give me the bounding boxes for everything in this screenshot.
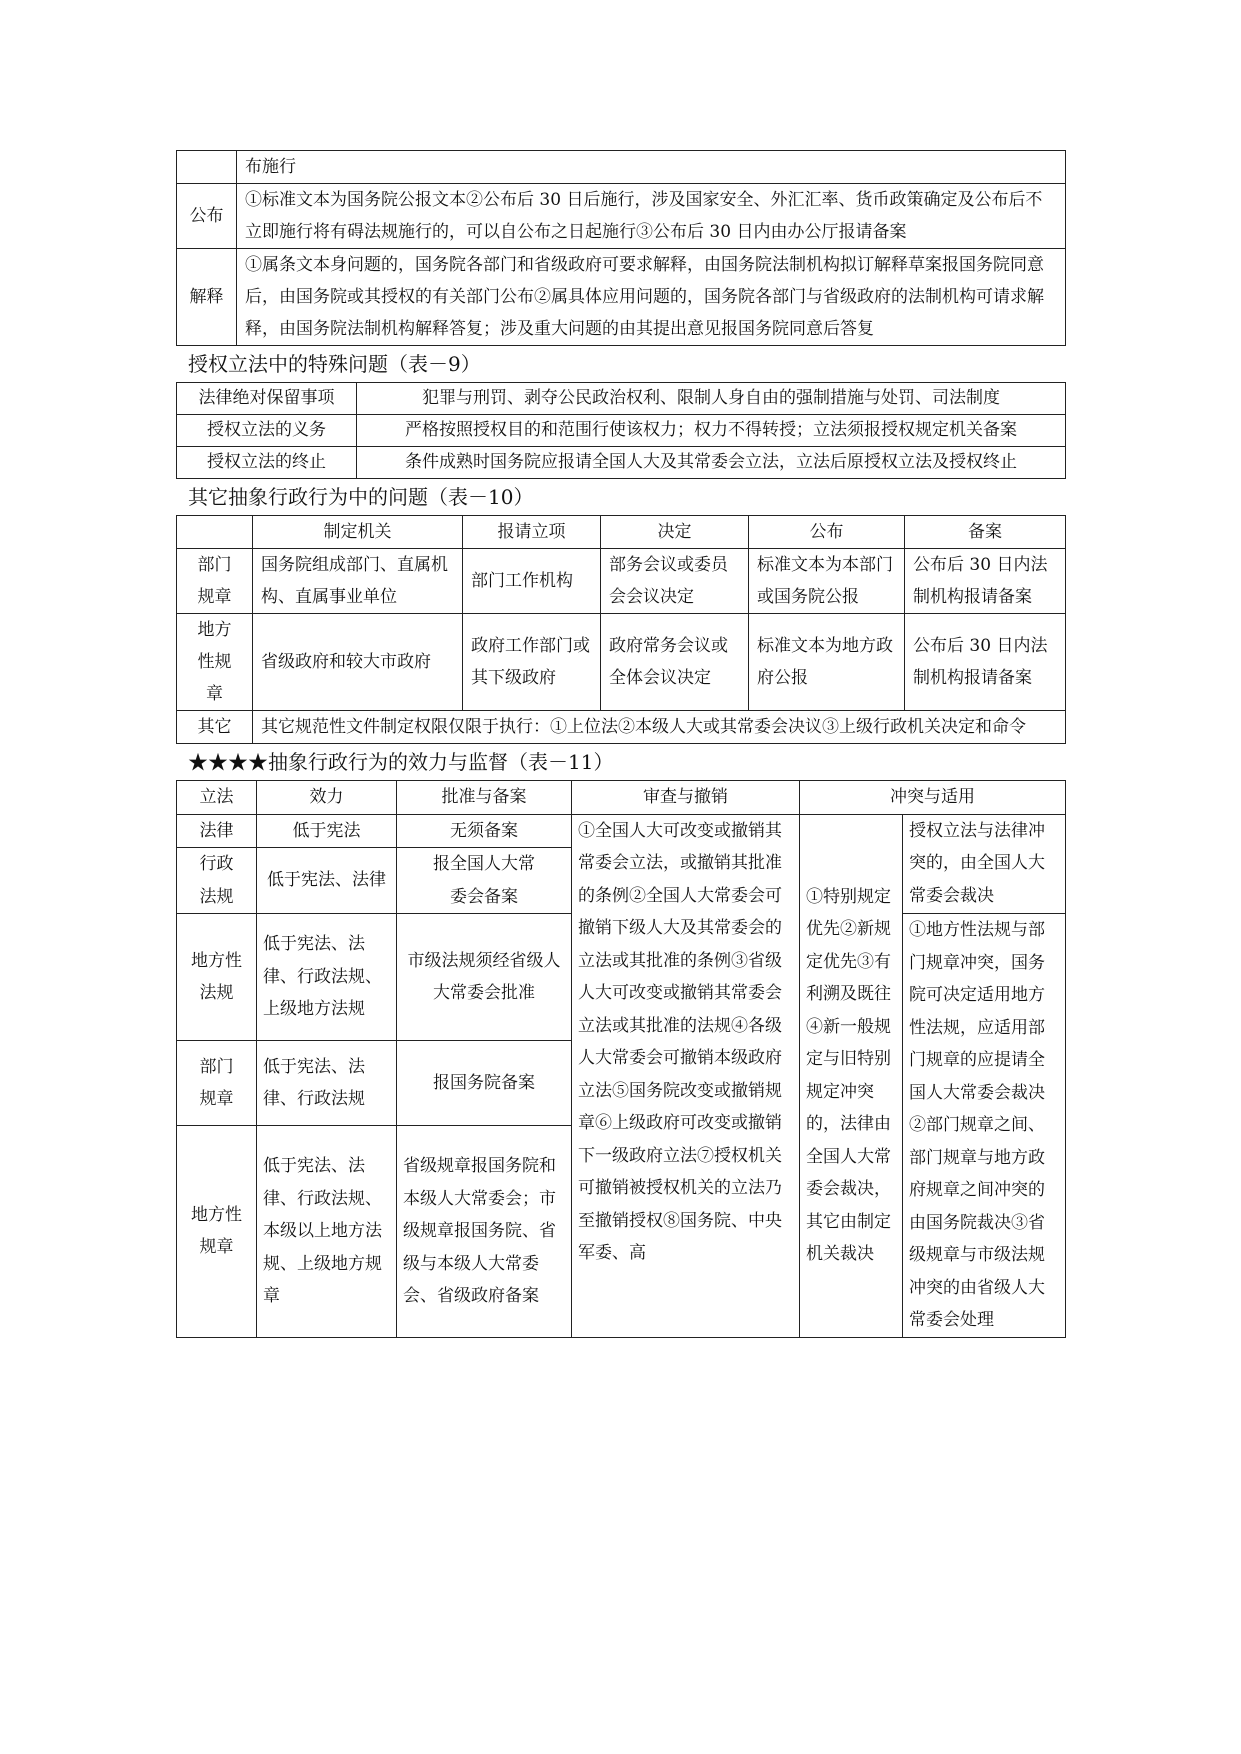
table-row — [177, 383, 1066, 415]
row-label: 公布 — [177, 184, 237, 249]
row-content: 布施行 — [237, 151, 1066, 184]
row-label: 法律 — [177, 814, 257, 848]
column-header: 立法 — [177, 781, 257, 815]
approval-cell: 市级法规须经省级人大常委会批准 — [397, 914, 572, 1041]
row-label: 地方性法规 — [177, 914, 257, 1041]
effect-cell: 低于宪法、法律、行政法规、本级以上地方法规、上级地方规章 — [257, 1126, 397, 1337]
table-row — [177, 249, 1066, 346]
row-label: 地方性规章 — [177, 1126, 257, 1337]
table-9-caption: 授权立法中的特殊问题（表－9） — [188, 352, 481, 376]
row-content: 严格按照授权目的和范围行使该权力；权力不得转授；立法须报授权规定机关备案 — [357, 415, 1066, 447]
table-row — [177, 447, 1066, 479]
row-label: 授权立法的终止 — [177, 447, 357, 479]
row-label: 部门规章 — [177, 549, 253, 614]
table-cell: 国务院组成部门、直属机构、直属事业单位 — [253, 549, 463, 614]
table-cell: 标准文本为本部门或国务院公报 — [749, 549, 905, 614]
table-10 — [176, 515, 1066, 744]
conflict-general-cell: ①特别规定优先②新规定优先③有利溯及既往④新一般规定与旧特别规定冲突的，法律由全国人大常委会裁决，其它由制定机关裁决 — [800, 814, 903, 1337]
row-content: 条件成熟时国务院应报请全国人大及其常委会立法，立法后原授权立法及授权终止 — [357, 447, 1066, 479]
column-header — [177, 516, 253, 549]
table-row — [177, 549, 1066, 614]
table-cell: 政府工作部门或其下级政府 — [463, 614, 601, 711]
table-cell: 部务会议或委员会会议决定 — [601, 549, 749, 614]
row-label: 其它 — [177, 711, 253, 744]
row-content: ①属条文本身问题的，国务院各部门和省级政府可要求解释，由国务院法制机构拟订解释草案报国务院同意后，由国务院或其授权的有关部门公布②属具体应用问题的，国务院各部门与省级政府的法制机构可请求解释，由国务院法制机构解释答复；涉及重大问题的由其提出意见报国务院同意后答复 — [237, 249, 1066, 346]
column-header: 公布 — [749, 516, 905, 549]
row-label: 行政法规 — [177, 848, 257, 914]
effect-cell: 低于宪法 — [257, 814, 397, 848]
table-header-row — [177, 516, 1066, 549]
table-cell: 公布后 30 日内法制机构报请备案 — [905, 549, 1066, 614]
column-header: 报请立项 — [463, 516, 601, 549]
approval-cell: 报全国人大常委会备案 — [397, 848, 572, 914]
table-row — [177, 151, 1066, 184]
effect-cell: 低于宪法、法律、行政法规 — [257, 1041, 397, 1126]
table-row — [177, 184, 1066, 249]
table-cell: 部门工作机构 — [463, 549, 601, 614]
table-9 — [176, 382, 1066, 479]
row-label: 地方性规章 — [177, 614, 253, 711]
table-row — [177, 814, 1066, 848]
table-cell: 政府常务会议或全体会议决定 — [601, 614, 749, 711]
table-8-continued — [176, 150, 1066, 346]
column-header: 制定机关 — [253, 516, 463, 549]
column-header: 审查与撤销 — [572, 781, 800, 815]
review-cell: ①全国人大可改变或撤销其常委会立法，或撤销其批准的条例②全国人大常委会可撤销下级人大及其常委会的立法或其批准的条例③省级人大可改变或撤销其常委会立法或其批准的法规④各级人大常委会可撤销本级政府立法⑤国务院改变或撤销规章⑥上级政府可改变或撤销下一级政府立法⑦授权机关可撤销被授权机关的立法乃至撤销授权⑧国务院、中央军委、高 — [572, 814, 800, 1337]
row-label: 授权立法的义务 — [177, 415, 357, 447]
column-header: 冲突与适用 — [800, 781, 1066, 815]
effect-cell: 低于宪法、法律、行政法规、上级地方法规 — [257, 914, 397, 1041]
column-header: 备案 — [905, 516, 1066, 549]
effect-cell: 低于宪法、法律 — [257, 848, 397, 914]
conflict-bottom-cell: ①地方性法规与部门规章冲突，国务院可决定适用地方性法规，应适用部门规章的应提请全国人大常委会裁决②部门规章之间、部门规章与地方政府规章之间冲突的由国务院裁决③省级规章与市级法规冲突的由省级人大常委会处理 — [903, 914, 1066, 1338]
table-row — [177, 415, 1066, 447]
approval-cell: 无须备案 — [397, 814, 572, 848]
row-label: 部门规章 — [177, 1041, 257, 1126]
approval-cell: 省级规章报国务院和本级人大常委会；市级规章报国务院、省级与本级人大常委会、省级政府备案 — [397, 1126, 572, 1337]
document-page — [176, 150, 1066, 1338]
table-row — [177, 711, 1066, 744]
row-label: 法律绝对保留事项 — [177, 383, 357, 415]
table-11 — [176, 780, 1066, 1338]
column-header: 决定 — [601, 516, 749, 549]
table-cell: 省级政府和较大市政府 — [253, 614, 463, 711]
table-11-caption: ★★★★抽象行政行为的效力与监督（表－11） — [188, 750, 614, 774]
table-header-row — [177, 781, 1066, 815]
conflict-top-cell: 授权立法与法律冲突的，由全国人大常委会裁决 — [903, 814, 1066, 914]
table-cell: 标准文本为地方政府公报 — [749, 614, 905, 711]
table-cell: 其它规范性文件制定权限仅限于执行：①上位法②本级人大或其常委会决议③上级行政机关决定和命令 — [253, 711, 1066, 744]
table-10-caption: 其它抽象行政行为中的问题（表－10） — [188, 485, 534, 509]
row-label: 解释 — [177, 249, 237, 346]
approval-cell: 报国务院备案 — [397, 1041, 572, 1126]
row-content: ①标准文本为国务院公报文本②公布后 30 日后施行，涉及国家安全、外汇汇率、货币政策确定及公布后不立即施行将有碍法规施行的，可以自公布之日起施行③公布后 30 日内由办公厅报请备案 — [237, 184, 1066, 249]
row-label — [177, 151, 237, 184]
table-row — [177, 614, 1066, 711]
column-header: 效力 — [257, 781, 397, 815]
row-content: 犯罪与刑罚、剥夺公民政治权利、限制人身自由的强制措施与处罚、司法制度 — [357, 383, 1066, 415]
column-header: 批准与备案 — [397, 781, 572, 815]
table-cell: 公布后 30 日内法制机构报请备案 — [905, 614, 1066, 711]
